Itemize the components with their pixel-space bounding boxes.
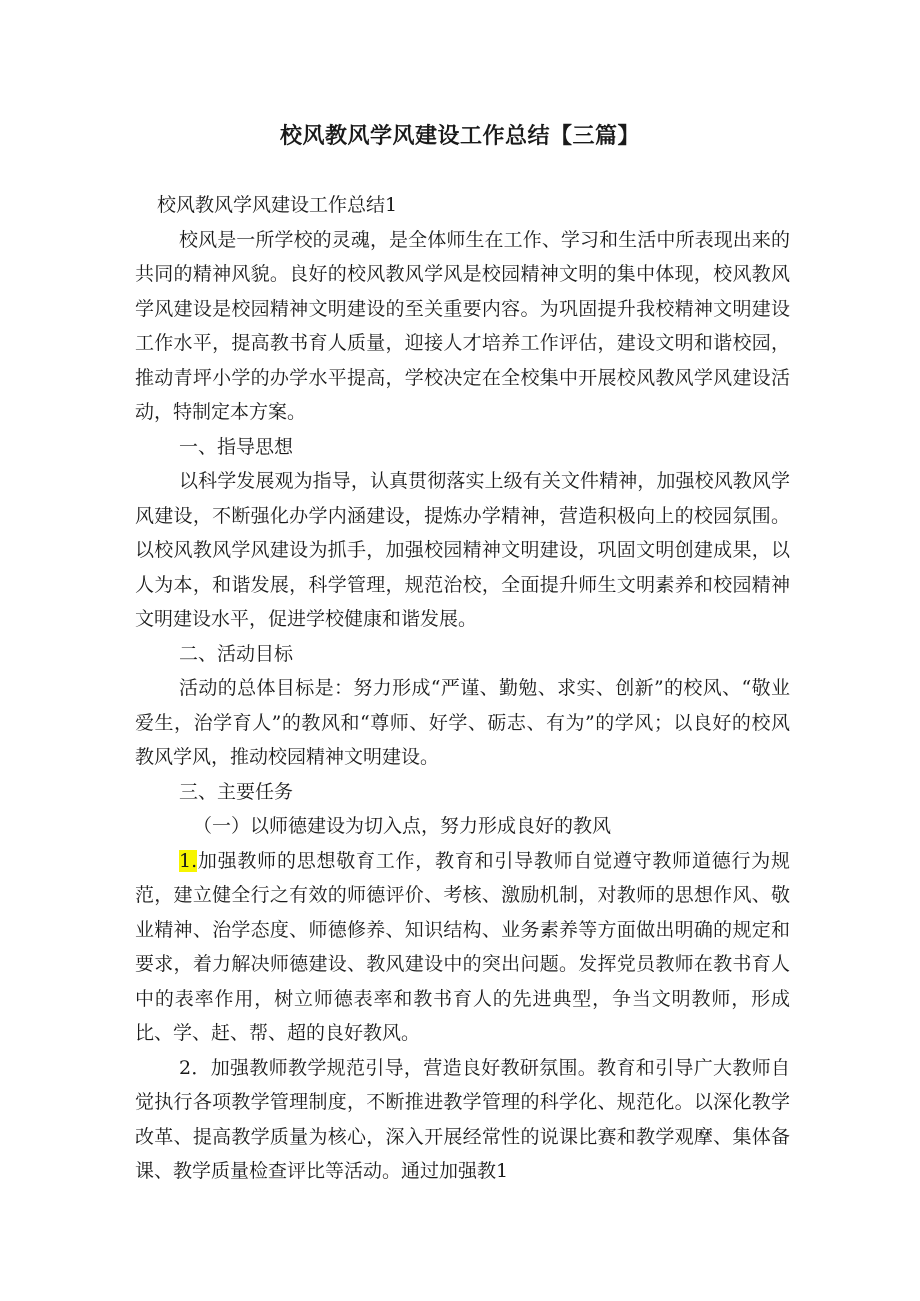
list-item-2: 2．加强教师教学规范引导，营造良好教研氛围。教育和引导广大教师自觉执行各项教学管理制度，不断推进教学管理的科学化、规范化。以深化教学改革、提高教学质量为核心，深入开展经常性的说课比赛和教学观摩、集体备课、教学质量检查评比等活动。通过加强教1: [135, 1056, 790, 1182]
section-heading-2: 二、活动目标: [179, 642, 294, 665]
subsection-heading: （一）以师德建设为切入点，努力形成良好的教风: [193, 815, 612, 837]
document-body: [135, 188, 790, 1189]
intro-paragraph: 校风是一所学校的灵魂，是全体师生在工作、学习和生活中所表现出来的共同的精神风貌。良好的校风教风学风是校园精神文明的集中体现，校风教风学风建设是校园精神文明建设的至关重要内容。为巩固提升我校精神文明建设工作水平，提高教书育人质量，迎接人才培养工作评估，建设文明和谐校园，推动青坪小学的办学水平提高，学校决定在全校集中开展校风教风学风建设活动，特制定本方案。: [135, 228, 790, 423]
section-paragraph-2: 活动的总体目标是：努力形成“严谨、勤勉、求实、创新”的校风、“敬业爱生，治学育人”的教风和“尊师、好学、砺志、有为”的学风；以良好的校风教风学风，推动校园精神文明建设。: [135, 677, 790, 768]
list-item-1-text: 加强教师的思想敬育工作，教育和引导教师自觉遵守教师道德行为规范，建立健全行之有效的师德评价、考核、激励机制，对教师的思想作风、敬业精神、治学态度、师德修养、知识结构、业务素养等方面做出明确的规定和要求，着力解决师德建设、教风建设中的突出问题。发挥党员教师在教书育人中的表率作用，树立师德表率和教书育人的先进典型，争当文明教师，形成比、学、赶、帮、超的良好教风。: [135, 849, 790, 1044]
list-item-1: [135, 844, 790, 1051]
highlighted-number: 1.: [179, 849, 198, 872]
section-heading-1: 一、指导思想: [179, 435, 294, 458]
section-heading-3: 三、主要任务: [179, 780, 294, 803]
document-title: 校风教风学风建设工作总结【三篇】: [279, 124, 640, 149]
document-subtitle: 校风教风学风建设工作总结1: [157, 194, 398, 216]
section-paragraph-1: 以科学发展观为指导，认真贯彻落实上级有关文件精神，加强校风教风学风建设，不断强化办学内涵建设，提炼办学精神，营造积极向上的校园氛围。以校风教风学风建设为抓手，加强校园精神文明建设，巩固文明创建成果，以人为本，和谐发展，科学管理，规范治校，全面提升师生文明素养和校园精神文明建设水平，促进学校健康和谐发展。: [135, 470, 790, 630]
